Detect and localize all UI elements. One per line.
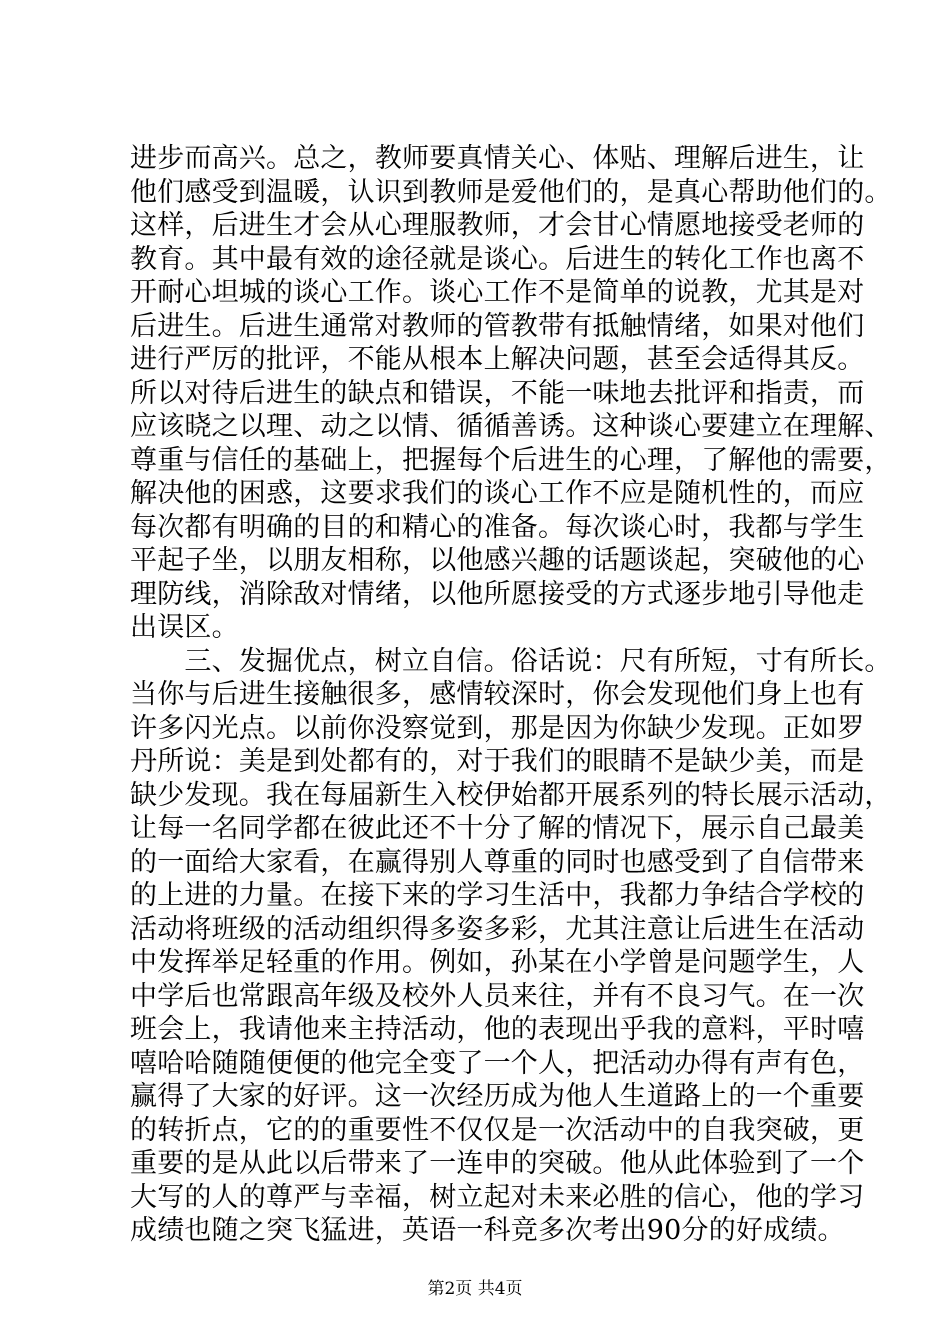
text-line: 三、发掘优点，树立自信。俗话说：尺有所短，寸有所长。 [130,645,892,677]
text-line: 后进生。后进生通常对教师的管教带有抵触情绪，如果对他们 [130,310,865,342]
text-line: 进步而高兴。总之，教师要真情关心、体贴、理解后进生，让 [130,143,865,174]
page-number: 第2页 共4页 [427,1279,523,1299]
page-footer [0,1274,950,1299]
text-line: 缺少发现。我在每届新生入校伊始都开展系列的特长展示活动， [130,779,892,811]
text-line: 当你与后进生接触很多，感情较深时，你会发现他们身上也有 [130,679,865,710]
text-line: 中学后也常跟高年级及校外人员来往，并有不良习气。在一次 [130,980,865,1012]
text-line: 的一面给大家看，在赢得别人尊重的同时也感受到了自信带来 [130,846,865,878]
text-line: 活动将班级的活动组织得多姿多彩，尤其注意让后进生在活动 [130,913,865,945]
text-line: 嘻哈哈随随便便的他完全变了一个人，把活动办得有声有色， [130,1047,865,1079]
text-line: 班会上，我请他来主持活动，他的表现出乎我的意料，平时嘻 [130,1014,865,1045]
text-line: 理防线，消除敌对情绪，以他所愿接受的方式逐步地引导他走 [130,578,865,610]
text-line: 解决他的困惑，这要求我们的谈心工作不应是随机性的，而应 [130,478,865,509]
text-line: 许多闪光点。以前你没察觉到，那是因为你缺少发现。正如罗 [130,712,865,744]
text-line: 应该晓之以理、动之以情、循循善诱。这种谈心要建立在理解、 [130,411,892,442]
text-line: 他们感受到温暖，认识到教师是爱他们的，是真心帮助他们的。 [130,176,892,208]
text-line: 重要的是从此以后带来了一连申的突破。他从此体验到了一个 [130,1148,865,1179]
text-line: 所以对待后进生的缺点和错误，不能一味地去批评和指责，而 [130,377,865,409]
text-line: 成绩也随之突飞猛进，英语一科竞多次考出90分的好成绩。 [130,1215,845,1246]
text-line: 教育。其中最有效的途径就是谈心。后进生的转化工作也离不 [130,243,865,275]
text-line: 每次都有明确的目的和精心的准备。每次谈心时，我都与学生 [130,511,865,543]
text-line: 的上进的力量。在接下来的学习生活中，我都力争结合学校的 [130,880,865,911]
text-line: 进行严厉的批评，不能从根本上解决问题，甚至会适得其反。 [130,344,865,375]
text-line: 尊重与信任的基础上，把握每个后进生的心理，了解他的需要， [130,444,892,476]
text-line: 出误区。 [130,612,239,643]
text-line: 丹所说：美是到处都有的，对于我们的眼睛不是缺少美，而是 [130,746,865,777]
text-line: 这样，后进生才会从心理服教师，才会甘心情愿地接受老师的 [130,210,865,241]
body-text [130,142,892,1248]
text-line: 中发挥举足轻重的作用。例如，孙某在小学曾是问题学生，人 [130,947,865,978]
text-line: 赢得了大家的好评。这一次经历成为他人生道路上的一个重要 [130,1081,865,1112]
text-line: 平起子坐，以朋友相称，以他感兴趣的话题谈起，突破他的心 [130,545,865,576]
text-line: 大写的人的尊严与幸福，树立起对未来必胜的信心，他的学习 [130,1181,865,1213]
text-line: 开耐心坦城的谈心工作。谈心工作不是简单的说教，尤其是对 [130,277,865,308]
text-line: 的转折点，它的的重要性不仅仅是一次活动中的自我突破，更 [130,1114,865,1146]
text-line: 让每一名同学都在彼此还不十分了解的情况下，展示自己最美 [130,813,865,844]
